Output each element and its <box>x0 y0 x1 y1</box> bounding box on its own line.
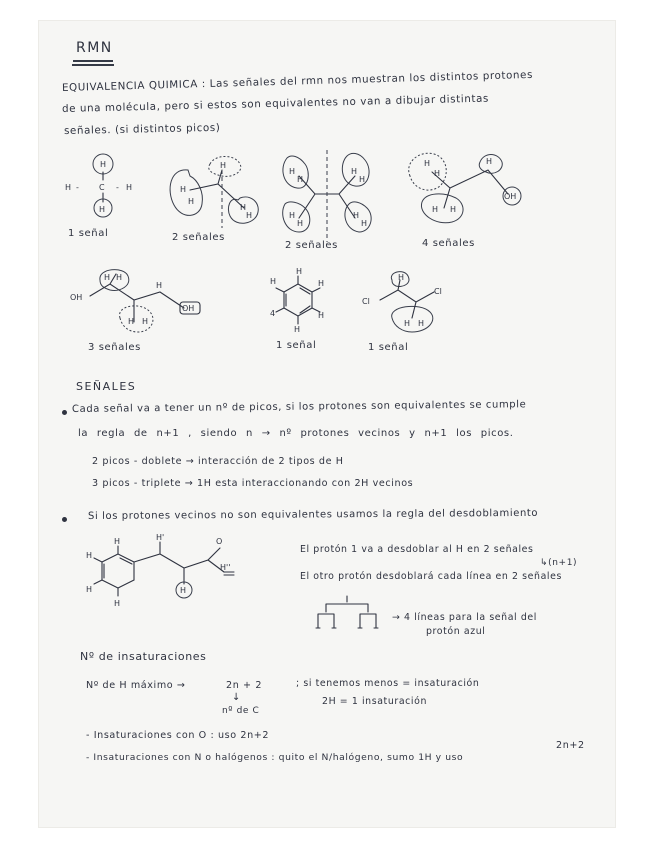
atom-o: O <box>216 537 223 546</box>
insaturaciones-formula-label: Nº de H máximo → <box>86 680 186 691</box>
atom-h: H <box>297 175 304 184</box>
atom-h: H <box>114 599 121 608</box>
bond-right: - <box>116 183 119 192</box>
atom-h: H <box>418 319 425 328</box>
page-title: RMN <box>76 40 113 56</box>
molecule-methane <box>60 150 150 230</box>
atom-h-right: H <box>126 183 133 192</box>
molecule-4-label: 4 señales <box>422 238 475 249</box>
molecule-5-label: 3 señales <box>88 342 141 353</box>
atom-h: H <box>86 585 93 594</box>
senales-b1-ex1: 2 picos - doblete → interacción de 2 tipos de H <box>92 456 344 467</box>
bullet-1 <box>62 410 67 415</box>
circled-h: H <box>180 586 187 595</box>
intro-line-3: señales. (si distintos picos) <box>63 121 221 137</box>
atom-4: 4 <box>270 309 276 318</box>
atom-h: H <box>297 219 304 228</box>
atom-h: H <box>398 273 405 282</box>
atom-h: H <box>361 219 368 228</box>
senales-b2-note1b: ↳(n+1) <box>540 558 578 568</box>
molecule-2 <box>160 150 270 240</box>
atom-oh-left: OH <box>70 293 83 302</box>
atom-h: H <box>432 205 439 214</box>
senales-b1-line1: Cada señal va a tener un nº de picos, si los protones son equivalentes se cumple <box>71 399 527 415</box>
insaturaciones-note2: 2H = 1 insaturación <box>322 696 428 707</box>
atom-c: C <box>99 183 105 192</box>
molecule-3-label: 2 señales <box>285 240 338 251</box>
intro-line-1: EQUIVALENCIA QUIMICA : Las señales del rmn nos muestran los distintos protones <box>61 68 534 94</box>
intro-line-2: de una molécula, pero si estos son equivalentes no van a dibujar distintas <box>61 92 490 115</box>
splitting-molecule <box>84 532 284 612</box>
insaturaciones-note1: ; si tenemos menos = insaturación <box>296 678 480 689</box>
atom-h-prime: H' <box>156 533 165 542</box>
atom-h: H <box>404 319 411 328</box>
atom-h: H <box>450 205 457 214</box>
atom-h-left: H <box>65 183 72 192</box>
insaturaciones-n-def: nº de C <box>222 706 260 716</box>
atom-h: H <box>294 325 301 334</box>
senales-b2-note3b: protón azul <box>426 626 486 637</box>
molecule-5 <box>68 266 218 346</box>
atom-h: H <box>114 537 121 546</box>
atom-h: H <box>188 197 195 206</box>
atom-h: H <box>424 159 431 168</box>
insaturaciones-rule-n: - Insaturaciones con N o halógenos : quito el N/halógeno, sumo 1H y uso <box>86 752 464 763</box>
molecule-6-label: 1 señal <box>276 340 317 351</box>
molecule-4 <box>400 142 540 242</box>
atom-h: H <box>220 161 227 170</box>
atom-cl-left: Cl <box>362 297 370 306</box>
splitting-tree <box>312 594 382 636</box>
atom-h: H <box>434 169 441 178</box>
insaturaciones-rule-o: - Insaturaciones con O : uso 2n+2 <box>86 730 270 741</box>
senales-b2-note2: El otro protón desdoblará cada línea en 2 señales <box>300 571 562 582</box>
atom-h: H <box>318 311 325 320</box>
atom-h: H <box>359 175 366 184</box>
title-underline <box>73 60 113 62</box>
atom-cl-right: Cl <box>434 287 442 296</box>
insaturaciones-heading: Nº de insaturaciones <box>80 650 207 663</box>
atom-h: H <box>128 317 135 326</box>
atom-h: H <box>116 273 123 282</box>
atom-h: H <box>246 211 253 220</box>
atom-h-double-prime: H'' <box>220 563 231 572</box>
bullet-2 <box>62 517 67 522</box>
atom-h: H <box>180 185 187 194</box>
atom-h: H <box>270 277 277 286</box>
title-underline-2 <box>72 64 114 66</box>
senales-b1-ex2: 3 picos - triplete → 1H esta interaccionando con 2H vecinos <box>92 478 414 489</box>
senales-b2-note1: El protón 1 va a desdoblar al H en 2 señales <box>300 544 534 555</box>
atom-oh-right: OH <box>182 304 195 313</box>
senales-b1-line2: la regla de n+1 , siendo n → nº protones vecinos y n+1 los picos. <box>78 428 514 439</box>
atom-h: H <box>289 211 296 220</box>
atom-h: H <box>142 317 149 326</box>
senales-b2-line1: Si los protones vecinos no son equivalentes usamos la regla del desdoblamiento <box>87 507 539 522</box>
atom-h: H <box>240 203 247 212</box>
atom-h: H <box>296 267 303 276</box>
atom-h-top: H <box>100 160 107 169</box>
atom-h: H <box>156 281 163 290</box>
atom-h: H <box>104 273 111 282</box>
bond-left: - <box>76 183 79 192</box>
molecule-7 <box>362 270 472 340</box>
insaturaciones-formula: 2n + 2 <box>226 680 263 691</box>
senales-b2-note3a: → 4 líneas para la señal del <box>392 612 537 623</box>
atom-h: H <box>289 167 296 176</box>
insaturaciones-arrow: ↓ <box>232 692 241 703</box>
atom-h: H <box>353 211 360 220</box>
molecule-1-label: 1 señal <box>68 228 109 239</box>
atom-h: H <box>486 157 493 166</box>
senales-heading: SEÑALES <box>76 380 137 393</box>
atom-oh: OH <box>504 192 517 201</box>
molecule-3 <box>275 146 385 246</box>
molecule-2-label: 2 señales <box>172 232 225 243</box>
molecule-7-label: 1 señal <box>368 342 409 353</box>
insaturaciones-rule-n-formula: 2n+2 <box>556 740 585 751</box>
molecule-benzene <box>268 267 328 334</box>
atom-h: H <box>351 167 358 176</box>
atom-h-bottom: H <box>99 205 106 214</box>
atom-h: H <box>86 551 93 560</box>
atom-h: H <box>318 279 325 288</box>
